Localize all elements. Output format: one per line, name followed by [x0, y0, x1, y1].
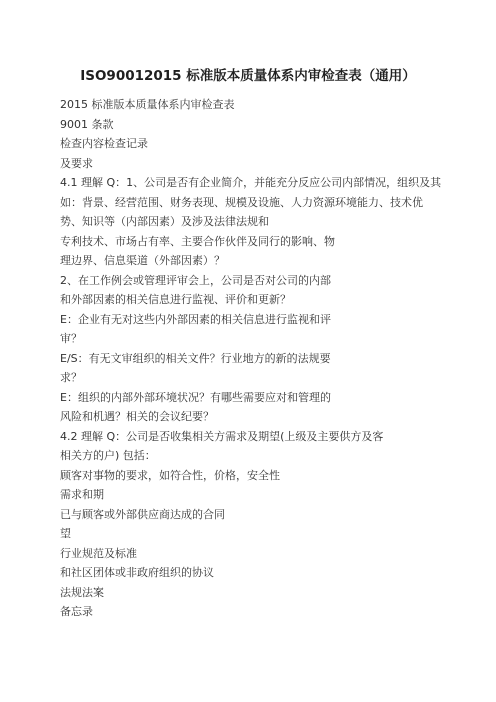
body-line: 及要求: [60, 156, 93, 170]
body-line: 2、在工作例会或管理评审会上，公司是否对公司的内部: [60, 273, 331, 287]
body-line: 顾客对事物的要求，如符合性，价格，安全性: [60, 468, 280, 482]
body-line: 审？: [60, 332, 82, 345]
document-title: ISO90012015 标准版本质量体系内审检查表（通用）: [80, 68, 416, 84]
body-line: 和社区团体或非政府组织的协议: [60, 566, 214, 579]
body-line: 备忘录: [60, 605, 93, 618]
document-body: [60, 95, 444, 622]
body-line: 法规法案: [60, 585, 104, 599]
body-line: 2015 标准版本质量体系内审检查表: [60, 98, 235, 111]
body-line: 相关方的户) 包括：: [60, 449, 156, 462]
body-line: E：企业有无对这些内外部因素的相关信息进行监视和评: [60, 312, 331, 326]
body-paragraph: 4.2 理解 Q：公司是否收集相关方需求及期望(上级及主要供方及客: [60, 429, 384, 443]
body-line: 行业规范及标准: [60, 546, 137, 560]
body-paragraph: 4.1 理解 Q：1、公司是否有企业简介，并能充分反应公司内部情况，组织及其如：背景、经营范围、财务表现、规模及设施、人力资源环境能力、技术优势、知识等（内部因素）及涉及法律法规和: [60, 176, 442, 228]
body-line: 风险和机遇？相关的会议纪要？: [60, 410, 214, 423]
body-line: 求？: [60, 371, 82, 384]
body-line: 9001 条款: [60, 117, 114, 131]
body-line: 望: [60, 527, 71, 540]
body-line: 专利技术、市场占有率、主要合作伙伴及同行的影响、物: [60, 234, 335, 248]
body-line: 需求和期: [60, 488, 104, 501]
body-line: 已与顾客或外部供应商达成的合同: [60, 507, 225, 521]
body-line: 理边界、信息渠道（外部因素）？: [60, 254, 225, 267]
body-line: E：组织的内部外部环境状况？有哪些需要应对和管理的: [60, 390, 331, 404]
body-line: 检查内容检查记录: [60, 137, 148, 150]
body-line: E/S：有无文审组织的相关文件？行业地方的新的法规要: [60, 351, 331, 365]
body-line: 和外部因素的相关信息进行监视、评价和更新？: [60, 293, 291, 306]
